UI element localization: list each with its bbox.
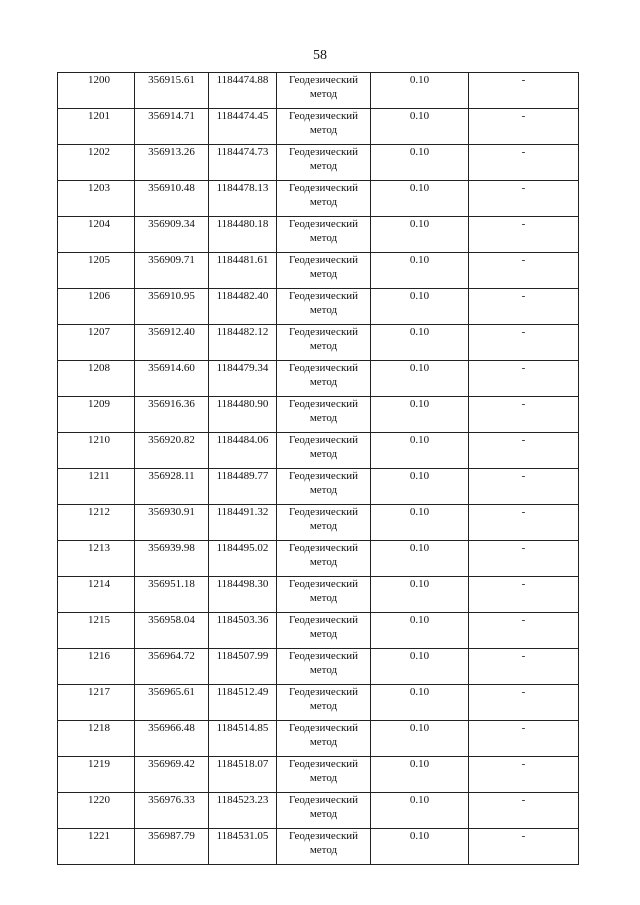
method-line-1: Геодезический bbox=[288, 290, 359, 302]
point-number-cell: 1216 bbox=[58, 649, 135, 685]
note-cell: - bbox=[469, 649, 579, 685]
x-coordinate-cell: 356920.82 bbox=[135, 433, 209, 469]
method-cell bbox=[277, 289, 371, 325]
method-line-1: Геодезический bbox=[288, 110, 359, 122]
y-coordinate-cell: 1184507.99 bbox=[209, 649, 277, 685]
method-line-1: Геодезический bbox=[288, 146, 359, 158]
method-cell bbox=[277, 361, 371, 397]
x-coordinate-cell: 356958.04 bbox=[135, 613, 209, 649]
method-cell bbox=[277, 109, 371, 145]
accuracy-cell: 0.10 bbox=[371, 577, 469, 613]
table-row bbox=[58, 253, 579, 289]
point-number-cell: 1213 bbox=[58, 541, 135, 577]
note-cell: - bbox=[469, 577, 579, 613]
method-line-1: Геодезический bbox=[288, 686, 359, 698]
method-line-2: метод bbox=[309, 124, 338, 136]
method-line-2: метод bbox=[309, 268, 338, 280]
method-cell bbox=[277, 577, 371, 613]
method-line-2: метод bbox=[309, 160, 338, 172]
method-line-1: Геодезический bbox=[288, 650, 359, 662]
note-cell: - bbox=[469, 613, 579, 649]
method-line-1: Геодезический bbox=[288, 542, 359, 554]
note-cell: - bbox=[469, 325, 579, 361]
point-number-cell: 1218 bbox=[58, 721, 135, 757]
accuracy-cell: 0.10 bbox=[371, 829, 469, 865]
x-coordinate-cell: 356987.79 bbox=[135, 829, 209, 865]
y-coordinate-cell: 1184518.07 bbox=[209, 757, 277, 793]
method-line-1: Геодезический bbox=[288, 758, 359, 770]
table-row bbox=[58, 73, 579, 109]
method-line-1: Геодезический bbox=[288, 398, 359, 410]
accuracy-cell: 0.10 bbox=[371, 217, 469, 253]
method-cell bbox=[277, 253, 371, 289]
note-cell: - bbox=[469, 505, 579, 541]
x-coordinate-cell: 356928.11 bbox=[135, 469, 209, 505]
x-coordinate-cell: 356930.91 bbox=[135, 505, 209, 541]
table-row bbox=[58, 649, 579, 685]
method-line-1: Геодезический bbox=[288, 614, 359, 626]
note-cell: - bbox=[469, 253, 579, 289]
method-line-1: Геодезический bbox=[288, 182, 359, 194]
method-line-1: Геодезический bbox=[288, 218, 359, 230]
point-number-cell: 1211 bbox=[58, 469, 135, 505]
accuracy-cell: 0.10 bbox=[371, 721, 469, 757]
method-cell bbox=[277, 397, 371, 433]
table-row bbox=[58, 181, 579, 217]
x-coordinate-cell: 356909.71 bbox=[135, 253, 209, 289]
point-number-cell: 1219 bbox=[58, 757, 135, 793]
y-coordinate-cell: 1184495.02 bbox=[209, 541, 277, 577]
method-line-2: метод bbox=[309, 412, 338, 424]
accuracy-cell: 0.10 bbox=[371, 505, 469, 541]
method-line-1: Геодезический bbox=[288, 506, 359, 518]
table-row bbox=[58, 577, 579, 613]
x-coordinate-cell: 356915.61 bbox=[135, 73, 209, 109]
table-row bbox=[58, 793, 579, 829]
method-cell bbox=[277, 541, 371, 577]
method-cell bbox=[277, 469, 371, 505]
y-coordinate-cell: 1184474.88 bbox=[209, 73, 277, 109]
point-number-cell: 1215 bbox=[58, 613, 135, 649]
method-line-1: Геодезический bbox=[288, 326, 359, 338]
y-coordinate-cell: 1184482.12 bbox=[209, 325, 277, 361]
note-cell: - bbox=[469, 793, 579, 829]
y-coordinate-cell: 1184474.73 bbox=[209, 145, 277, 181]
table-row bbox=[58, 289, 579, 325]
note-cell: - bbox=[469, 541, 579, 577]
table-row bbox=[58, 505, 579, 541]
y-coordinate-cell: 1184503.36 bbox=[209, 613, 277, 649]
accuracy-cell: 0.10 bbox=[371, 253, 469, 289]
accuracy-cell: 0.10 bbox=[371, 469, 469, 505]
method-cell bbox=[277, 793, 371, 829]
table-row bbox=[58, 721, 579, 757]
accuracy-cell: 0.10 bbox=[371, 685, 469, 721]
method-cell bbox=[277, 757, 371, 793]
x-coordinate-cell: 356969.42 bbox=[135, 757, 209, 793]
method-line-2: метод bbox=[309, 88, 338, 100]
y-coordinate-cell: 1184531.05 bbox=[209, 829, 277, 865]
note-cell: - bbox=[469, 361, 579, 397]
x-coordinate-cell: 356910.48 bbox=[135, 181, 209, 217]
page-number: 58 bbox=[313, 48, 327, 63]
method-line-2: метод bbox=[309, 700, 338, 712]
method-cell bbox=[277, 721, 371, 757]
x-coordinate-cell: 356914.71 bbox=[135, 109, 209, 145]
method-line-1: Геодезический bbox=[288, 434, 359, 446]
y-coordinate-cell: 1184512.49 bbox=[209, 685, 277, 721]
note-cell: - bbox=[469, 757, 579, 793]
method-cell bbox=[277, 505, 371, 541]
method-line-2: метод bbox=[309, 664, 338, 676]
accuracy-cell: 0.10 bbox=[371, 73, 469, 109]
y-coordinate-cell: 1184514.85 bbox=[209, 721, 277, 757]
x-coordinate-cell: 356939.98 bbox=[135, 541, 209, 577]
x-coordinate-cell: 356951.18 bbox=[135, 577, 209, 613]
y-coordinate-cell: 1184484.06 bbox=[209, 433, 277, 469]
method-line-2: метод bbox=[309, 772, 338, 784]
x-coordinate-cell: 356916.36 bbox=[135, 397, 209, 433]
method-cell bbox=[277, 649, 371, 685]
point-number-cell: 1203 bbox=[58, 181, 135, 217]
table-row bbox=[58, 397, 579, 433]
note-cell: - bbox=[469, 289, 579, 325]
method-line-2: метод bbox=[309, 520, 338, 532]
note-cell: - bbox=[469, 721, 579, 757]
method-line-1: Геодезический bbox=[288, 830, 359, 842]
method-line-2: метод bbox=[309, 844, 338, 856]
note-cell: - bbox=[469, 685, 579, 721]
x-coordinate-cell: 356966.48 bbox=[135, 721, 209, 757]
table-row bbox=[58, 361, 579, 397]
method-line-1: Геодезический bbox=[288, 794, 359, 806]
point-number-cell: 1201 bbox=[58, 109, 135, 145]
coordinates-table-body bbox=[58, 73, 579, 865]
y-coordinate-cell: 1184479.34 bbox=[209, 361, 277, 397]
method-line-2: метод bbox=[309, 376, 338, 388]
point-number-cell: 1207 bbox=[58, 325, 135, 361]
method-cell bbox=[277, 433, 371, 469]
y-coordinate-cell: 1184480.18 bbox=[209, 217, 277, 253]
y-coordinate-cell: 1184482.40 bbox=[209, 289, 277, 325]
x-coordinate-cell: 356910.95 bbox=[135, 289, 209, 325]
point-number-cell: 1210 bbox=[58, 433, 135, 469]
point-number-cell: 1202 bbox=[58, 145, 135, 181]
method-cell bbox=[277, 829, 371, 865]
accuracy-cell: 0.10 bbox=[371, 109, 469, 145]
accuracy-cell: 0.10 bbox=[371, 145, 469, 181]
accuracy-cell: 0.10 bbox=[371, 361, 469, 397]
note-cell: - bbox=[469, 181, 579, 217]
method-line-1: Геодезический bbox=[288, 362, 359, 374]
y-coordinate-cell: 1184474.45 bbox=[209, 109, 277, 145]
point-number-cell: 1212 bbox=[58, 505, 135, 541]
method-line-2: метод bbox=[309, 628, 338, 640]
note-cell: - bbox=[469, 145, 579, 181]
y-coordinate-cell: 1184480.90 bbox=[209, 397, 277, 433]
accuracy-cell: 0.10 bbox=[371, 433, 469, 469]
method-cell bbox=[277, 685, 371, 721]
coordinates-table bbox=[57, 72, 579, 865]
point-number-cell: 1208 bbox=[58, 361, 135, 397]
point-number-cell: 1220 bbox=[58, 793, 135, 829]
method-line-2: метод bbox=[309, 304, 338, 316]
method-line-1: Геодезический bbox=[288, 578, 359, 590]
table-row bbox=[58, 685, 579, 721]
y-coordinate-cell: 1184489.77 bbox=[209, 469, 277, 505]
method-cell bbox=[277, 181, 371, 217]
method-cell bbox=[277, 73, 371, 109]
method-line-2: метод bbox=[309, 484, 338, 496]
point-number-cell: 1200 bbox=[58, 73, 135, 109]
note-cell: - bbox=[469, 469, 579, 505]
x-coordinate-cell: 356912.40 bbox=[135, 325, 209, 361]
y-coordinate-cell: 1184481.61 bbox=[209, 253, 277, 289]
y-coordinate-cell: 1184523.23 bbox=[209, 793, 277, 829]
method-line-2: метод bbox=[309, 232, 338, 244]
accuracy-cell: 0.10 bbox=[371, 289, 469, 325]
table-row bbox=[58, 217, 579, 253]
method-line-1: Геодезический bbox=[288, 74, 359, 86]
accuracy-cell: 0.10 bbox=[371, 757, 469, 793]
x-coordinate-cell: 356964.72 bbox=[135, 649, 209, 685]
x-coordinate-cell: 356913.26 bbox=[135, 145, 209, 181]
method-line-2: метод bbox=[309, 592, 338, 604]
note-cell: - bbox=[469, 397, 579, 433]
table-row bbox=[58, 433, 579, 469]
table-row bbox=[58, 469, 579, 505]
point-number-cell: 1221 bbox=[58, 829, 135, 865]
table-row bbox=[58, 109, 579, 145]
accuracy-cell: 0.10 bbox=[371, 325, 469, 361]
method-cell bbox=[277, 325, 371, 361]
table-row bbox=[58, 145, 579, 181]
method-line-2: метод bbox=[309, 196, 338, 208]
method-line-1: Геодезический bbox=[288, 722, 359, 734]
point-number-cell: 1206 bbox=[58, 289, 135, 325]
note-cell: - bbox=[469, 73, 579, 109]
point-number-cell: 1217 bbox=[58, 685, 135, 721]
table-row bbox=[58, 613, 579, 649]
note-cell: - bbox=[469, 433, 579, 469]
table-row bbox=[58, 829, 579, 865]
y-coordinate-cell: 1184478.13 bbox=[209, 181, 277, 217]
method-line-1: Геодезический bbox=[288, 470, 359, 482]
note-cell: - bbox=[469, 109, 579, 145]
method-line-2: метод bbox=[309, 556, 338, 568]
method-line-2: метод bbox=[309, 448, 338, 460]
accuracy-cell: 0.10 bbox=[371, 793, 469, 829]
y-coordinate-cell: 1184498.30 bbox=[209, 577, 277, 613]
method-line-2: метод bbox=[309, 808, 338, 820]
accuracy-cell: 0.10 bbox=[371, 649, 469, 685]
point-number-cell: 1204 bbox=[58, 217, 135, 253]
method-line-2: метод bbox=[309, 340, 338, 352]
accuracy-cell: 0.10 bbox=[371, 541, 469, 577]
method-line-2: метод bbox=[309, 736, 338, 748]
accuracy-cell: 0.10 bbox=[371, 181, 469, 217]
table-row bbox=[58, 541, 579, 577]
table-row bbox=[58, 325, 579, 361]
method-cell bbox=[277, 217, 371, 253]
x-coordinate-cell: 356914.60 bbox=[135, 361, 209, 397]
accuracy-cell: 0.10 bbox=[371, 397, 469, 433]
accuracy-cell: 0.10 bbox=[371, 613, 469, 649]
x-coordinate-cell: 356965.61 bbox=[135, 685, 209, 721]
x-coordinate-cell: 356909.34 bbox=[135, 217, 209, 253]
method-cell bbox=[277, 145, 371, 181]
y-coordinate-cell: 1184491.32 bbox=[209, 505, 277, 541]
note-cell: - bbox=[469, 829, 579, 865]
x-coordinate-cell: 356976.33 bbox=[135, 793, 209, 829]
point-number-cell: 1209 bbox=[58, 397, 135, 433]
method-line-1: Геодезический bbox=[288, 254, 359, 266]
table-row bbox=[58, 757, 579, 793]
note-cell: - bbox=[469, 217, 579, 253]
point-number-cell: 1214 bbox=[58, 577, 135, 613]
method-cell bbox=[277, 613, 371, 649]
point-number-cell: 1205 bbox=[58, 253, 135, 289]
